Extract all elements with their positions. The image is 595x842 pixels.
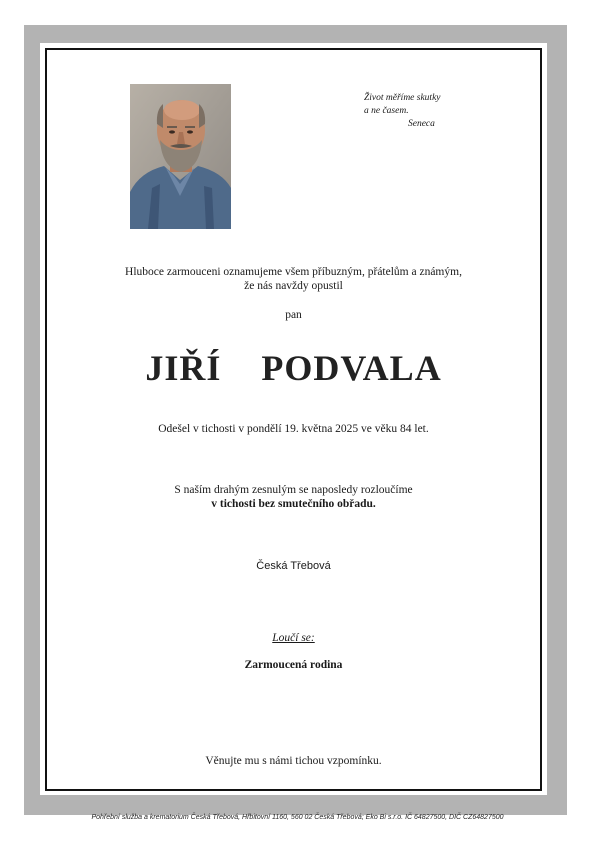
- funeral-service-footer: Pohřební služba a krematorium Česká Třebová, Hřbitovní 1160, 560 02 Česká Třebová; Eko Bi s.r.o. IČ 64827500, DIČ CZ64827500: [91, 814, 504, 821]
- quote-author: Seneca: [408, 119, 435, 129]
- farewell-line-2: v tichosti bez smutečního obřadu.: [211, 498, 376, 510]
- announcement-line-1: Hluboce zarmouceni oznamujeme všem příbuzným, přátelům a známým,: [125, 266, 462, 278]
- portrait-photo: [130, 84, 231, 229]
- mourners-name: Zarmoucená rodina: [244, 659, 343, 671]
- announcement-line-2: že nás navždy opustil: [244, 280, 343, 292]
- mourners-label: Loučí se:: [272, 632, 315, 644]
- deceased-name: JIŘÍ PODVALA: [145, 348, 442, 388]
- town-name: Česká Třebová: [256, 560, 331, 572]
- closing-line: Věnujte mu s námi tichou vzpomínku.: [205, 755, 382, 767]
- announcement-text: [40, 265, 547, 293]
- farewell-line-1: S naším drahým zesnulým se naposledy rozloučíme: [174, 484, 413, 496]
- death-notice: Odešel v tichosti v pondělí 19. května 2025 ve věku 84 let.: [158, 423, 429, 435]
- seneca-quote: [364, 92, 514, 131]
- quote-line-2: a ne časem.: [364, 106, 409, 116]
- quote-line-1: Život měříme skutky: [364, 93, 441, 103]
- black-mourning-border: [45, 48, 542, 791]
- farewell-text: [40, 483, 547, 511]
- title-prefix: pan: [285, 309, 302, 321]
